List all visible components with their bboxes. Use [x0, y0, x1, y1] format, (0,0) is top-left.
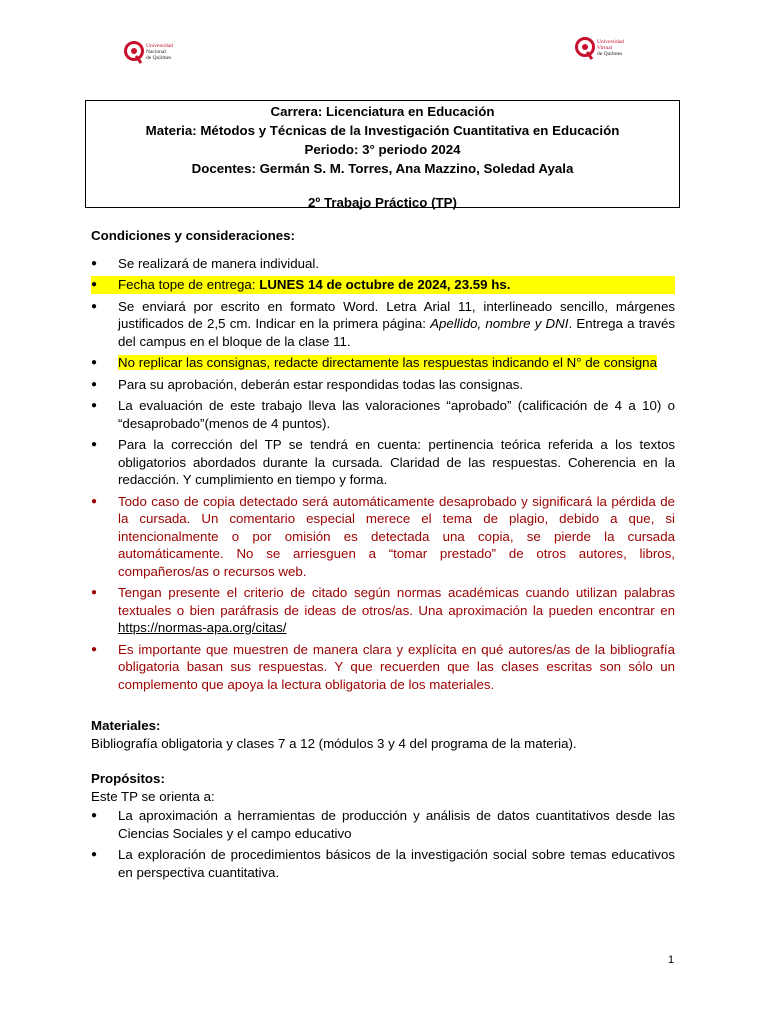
uvq-logo-icon [575, 36, 595, 60]
materials-heading: Materiales: [91, 718, 161, 733]
list-item: ● La exploración de procedimientos básicos de la investigación social sobre temas educativos en perspectiva cuantitativa. [91, 846, 675, 881]
docentes-line: Docentes: Germán S. M. Torres, Ana Mazzino, Soledad Ayala [191, 161, 574, 176]
list-item: ● Se enviará por escrito en formato Word. Letra Arial 11, interlineado sencillo, márgenes justificados de 2,5 cm. Indicar en la primera página: Apellido, nombre y DNI. Entrega a través del campus en el bloque de la clase 11. [91, 298, 675, 351]
logo-unq [124, 40, 173, 64]
logo-left-text: Universidad Nacional de Quilmes [146, 43, 173, 61]
conditions-heading: Condiciones y consideraciones: [91, 228, 295, 243]
purposes-intro: Este TP se orienta a: [91, 788, 215, 804]
document-body [91, 227, 675, 881]
course-header-box [85, 100, 680, 208]
carrera-line: Carrera: Licenciatura en Educación [270, 104, 495, 119]
list-item: ● Es importante que muestren de manera clara y explícita en qué autores/as de la bibliografía obligatoria basan sus respuestas. Y que recuerden que las clases escritas son sólo un complemento que apoya la lectura obligatoria de los materiales. [91, 641, 675, 694]
page-number: 1 [668, 954, 675, 966]
tp-title: 2º Trabajo Práctico (TP) [308, 195, 457, 210]
list-item: ● Para su aprobación, deberán estar respondidas todas las consignas. [91, 376, 675, 394]
list-item: ● La evaluación de este trabajo lleva las valoraciones “aprobado” (calificación de 4 a 10) o “desaprobado”(menos de 4 puntos). [91, 397, 675, 432]
list-item: ● Fecha tope de entrega: LUNES 14 de octubre de 2024, 23.59 hs. [91, 276, 675, 294]
materials-text: Bibliografía obligatoria y clases 7 a 12 (módulos 3 y 4 del programa de la materia). [91, 735, 577, 751]
purposes-list [91, 807, 675, 881]
list-item: ● Se realizará de manera individual. [91, 255, 675, 273]
purposes-heading: Propósitos: [91, 771, 165, 786]
list-item: ● Todo caso de copia detectado será automáticamente desaprobado y significará la pérdida de la cursada. Un comentario especial merece el tema de plagio, debido a que, si intencionalmente o por omisión es detectada una copia, se pierde la cursada automáticamente. No se arriesguen a “tomar prestado” de otros autores, libros, compañeros/as o recursos web. [91, 493, 675, 581]
conditions-list [91, 255, 675, 694]
list-item: ● La aproximación a herramientas de producción y análisis de datos cuantitativos desde las Ciencias Sociales y el campo educativo [91, 807, 675, 842]
logo-right-text: Universidad Virtual de Quilmes [597, 39, 624, 57]
unq-logo-icon [124, 40, 144, 64]
periodo-line: Periodo: 3° periodo 2024 [304, 142, 461, 157]
logo-uvq [575, 36, 624, 60]
materia-line: Materia: Métodos y Técnicas de la Investigación Cuantitativa en Educación [145, 123, 620, 138]
list-item: ● Tengan presente el criterio de citado según normas académicas cuando utilizan palabras textuales o bien paráfrasis de ideas de otros/as. Una aproximación la pueden encontrar en https://normas-apa.org/citas/ [91, 584, 675, 637]
list-item: ● No replicar las consignas, redacte directamente las respuestas indicando el N° de consigna [91, 354, 675, 372]
list-item: ● Para la corrección del TP se tendrá en cuenta: pertinencia teórica referida a los textos obligatorios abordados durante la cursada. Claridad de las respuestas. Coherencia en la redacción. Y cumplimiento en tiempo y forma. [91, 436, 675, 489]
normas-apa-link[interactable]: https://normas-apa.org/citas/ [118, 620, 287, 635]
